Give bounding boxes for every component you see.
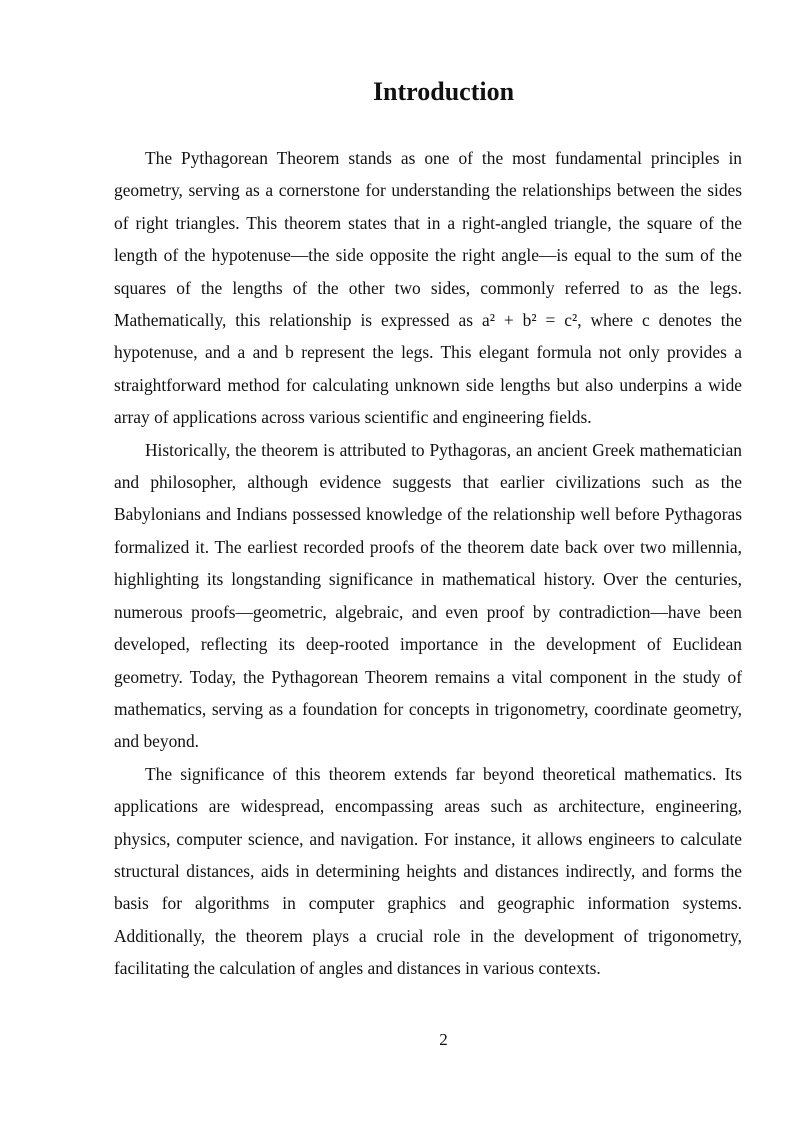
section-heading: Introduction: [372, 77, 515, 106]
body-text: [114, 142, 742, 985]
paragraph-1: The Pythagorean Theorem stands as one of the most fundamental principles in geometry, serving as a cornerstone for understanding the relationships between the sides of right triangles. This theorem states that in a right-angled triangle, the square of the length of the hypotenuse—the side opposite the right angle—is equal to the sum of the squares of the lengths of the other two sides, commonly referred to as the legs. Mathematically, this relationship is expressed as a² + b² = c², where c denotes the hypotenuse, and a and b represent the legs. This elegant formula not only provides a straightforward method for calculating unknown side lengths but also underpins a wide array of applications across various scientific and engineering fields.: [114, 148, 742, 428]
paragraph-3: The significance of this theorem extends far beyond theoretical mathematics. Its applications are widespread, encompassing areas such as architecture, engineering, physics, computer science, and navigation. For instance, it allows engineers to calculate structural distances, aids in determining heights and distances indirectly, and forms the basis for algorithms in computer graphics and geographic information systems. Additionally, the theorem plays a crucial role in the development of trigonometry, facilitating the calculation of angles and distances in various contexts.: [114, 763, 742, 979]
page-number: 2: [439, 1030, 448, 1049]
paragraph-2: Historically, the theorem is attributed to Pythagoras, an ancient Greek mathematician and philosopher, although evidence suggests that earlier civilizations such as the Babylonians and Indians possessed knowledge of the relationship well before Pythagoras formalized it. The earliest recorded proofs of the theorem date back over two millennia, highlighting its longstanding significance in mathematical history. Over the centuries, numerous proofs—geometric, algebraic, and even proof by contradiction—have been developed, reflecting its deep-rooted importance in the development of Euclidean geometry. Today, the Pythagorean Theorem remains a vital component in the study of mathematics, serving as a foundation for concepts in trigonometry, coordinate geometry, and beyond.: [114, 439, 742, 752]
